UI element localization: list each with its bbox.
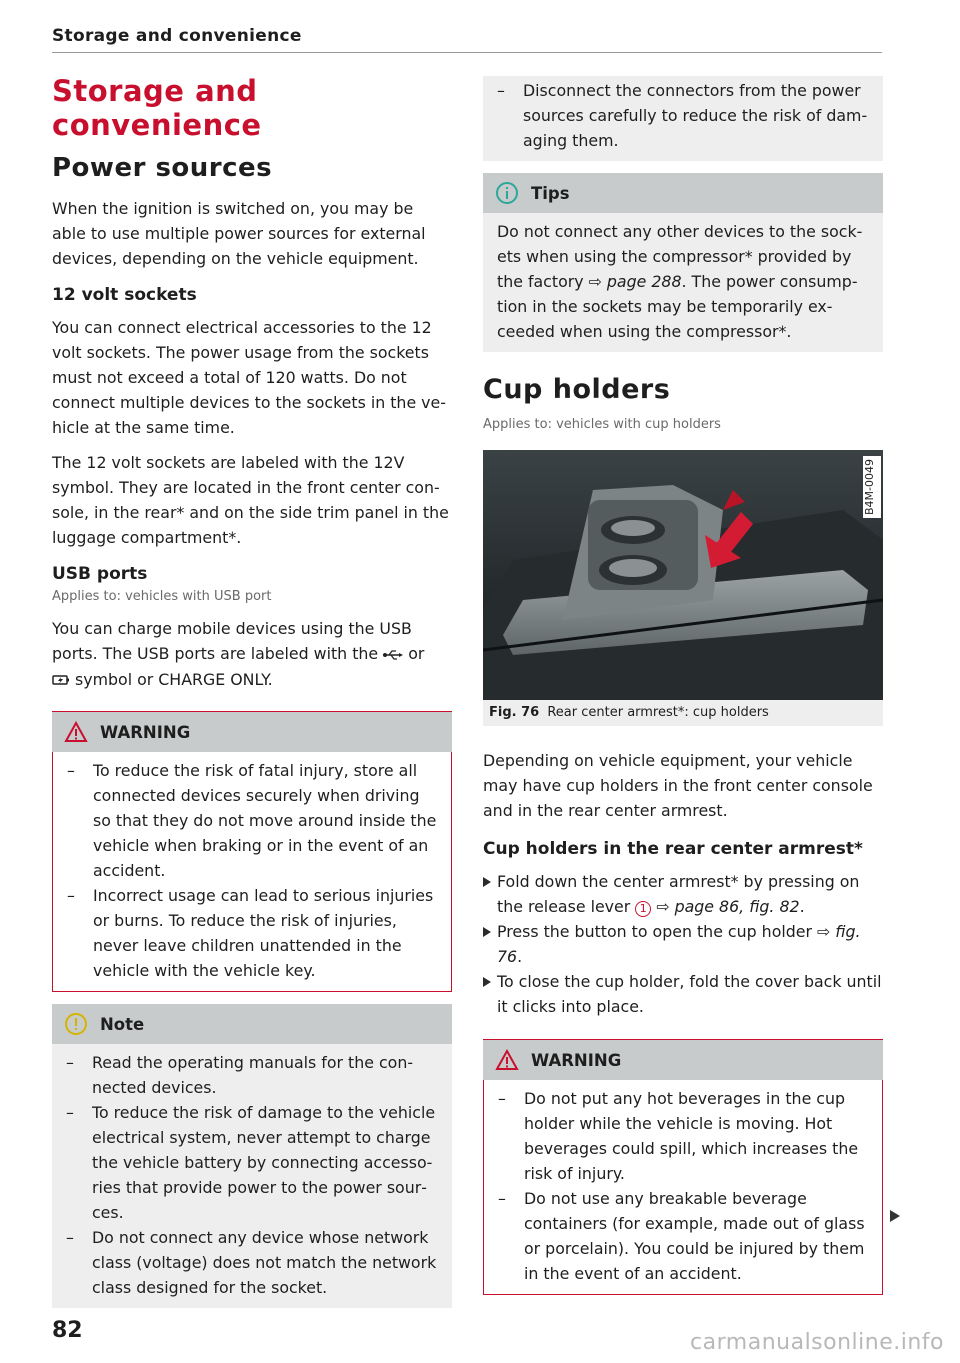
warning-item: – To reduce the risk of fatal injury, store all connected devices securely when driving so that they do not move around inside the vehicle when braking or in the event of an accident. <box>67 758 437 883</box>
warning-box-left <box>52 711 452 992</box>
note-item: – Do not connect any device whose network class (voltage) does not match the network class designed for the socket. <box>66 1225 438 1300</box>
warning-body-right <box>483 1080 883 1295</box>
usb-icon <box>383 642 403 667</box>
note-body <box>52 1044 452 1308</box>
tips-header <box>483 173 883 213</box>
usb-text-b: or <box>408 644 425 663</box>
figure-label: Fig. 76 <box>489 705 540 720</box>
usb-paragraph <box>52 616 452 693</box>
sockets-paragraph-1: You can connect electrical accessories to the 12 volt sockets. The power usage from the sockets must not exceed a total of 120 watts. Do not connect multiple devices to the sockets in the vehicle at the same time. <box>52 318 446 437</box>
tips-text-b: . The power consumption in the sockets may be temporarily exceeded when using the compressor*. <box>497 272 858 341</box>
figure-ref-link[interactable]: ⇨ fig. 76 <box>497 922 861 966</box>
step-2-text: Press the button to open the cup holder <box>497 922 812 941</box>
figure-caption-text: Rear center armrest*: cup holders <box>547 705 769 720</box>
warning-item: – Do not use any breakable beverage containers (for example, made out of glass or porcelain). You could be injured by them in the event of an accident. <box>498 1186 868 1286</box>
usb-heading: USB ports <box>52 564 148 584</box>
warning-title-left: WARNING <box>100 722 191 742</box>
left-column <box>52 70 452 1308</box>
tips-text <box>497 219 869 344</box>
step-item <box>483 919 883 969</box>
running-head: Storage and convenience <box>52 26 302 46</box>
step-item <box>483 869 883 919</box>
note-item: – Read the operating manuals for the connected devices. <box>66 1050 438 1100</box>
warning-triangle-icon <box>64 721 88 743</box>
header-rule <box>52 52 882 53</box>
warning-item: – Incorrect usage can lead to serious injuries or burns. To reduce the risk of injuries, never leave children unattended in the vehicle with the vehicle key. <box>67 883 437 983</box>
step-item: To close the cup holder, fold the cover back until it clicks into place. <box>483 969 883 1019</box>
page-ref-link[interactable]: ⇨ page 86, fig. 82 <box>656 897 800 916</box>
warning-body-left <box>52 752 452 992</box>
page-ref-link[interactable]: ⇨ page 288 <box>588 272 682 291</box>
usb-applies: Applies to: vehicles with USB port <box>52 589 272 604</box>
note-box <box>52 1004 452 1308</box>
charge-icon <box>52 668 70 693</box>
note-title: Note <box>100 1014 145 1034</box>
page-number: 82 <box>52 1318 83 1343</box>
step-1-text: Fold down the center armrest* by pressing on the release lever <box>497 872 860 916</box>
steps-list <box>483 869 883 1019</box>
tips-info-icon <box>495 181 519 205</box>
cup-applies: Applies to: vehicles with cup holders <box>483 417 721 432</box>
note-header <box>52 1004 452 1044</box>
cup-holder-illustration <box>483 450 883 700</box>
continue-arrow-icon <box>890 1210 900 1222</box>
figure-caption <box>483 700 883 726</box>
tips-box <box>483 173 883 352</box>
rear-armrest-heading: Cup holders in the rear center armrest* <box>483 839 863 859</box>
note-item: – To reduce the risk of damage to the vehicle electrical system, never attempt to charge the vehicle battery by connecting accessories that provide power to the power sources. <box>66 1100 438 1225</box>
warning-box-right <box>483 1039 883 1295</box>
note-continued-body <box>483 76 883 161</box>
sockets-heading: 12 volt sockets <box>52 285 197 305</box>
intro-paragraph: When the ignition is switched on, you may be able to use multiple power sources for external devices, depending on the vehicle equipment. <box>52 199 426 268</box>
note-exclamation-icon <box>64 1012 88 1036</box>
figure-code: B4M-0049 <box>863 456 881 518</box>
usb-text-a: You can charge mobile devices using the USB ports. The USB ports are labeled with the <box>52 619 412 663</box>
watermark: carmanualsonline.info <box>690 1330 944 1355</box>
usb-text-c: symbol or CHARGE ONLY. <box>75 670 273 689</box>
note-item: – Disconnect the connectors from the power sources carefully to reduce the risk of damaging them. <box>497 78 869 153</box>
cup-paragraph: Depending on vehicle equipment, your vehicle may have cup holders in the front center console and in the rear center armrest. <box>483 751 873 820</box>
section-title: Power sources <box>52 153 273 183</box>
tips-title: Tips <box>531 183 570 203</box>
warning-header-right <box>483 1040 883 1080</box>
right-column <box>483 76 883 1295</box>
tips-body <box>483 213 883 352</box>
step-1-end: . <box>799 897 805 916</box>
warning-header-left <box>52 712 452 752</box>
tips-text-a: Do not connect any other devices to the sockets when using the compressor* provided by the factory <box>497 222 863 291</box>
callout-number: 1 <box>635 901 651 917</box>
step-2-end: . <box>517 947 523 966</box>
cup-holder-figure <box>483 450 883 700</box>
warning-triangle-icon <box>495 1049 519 1071</box>
sockets-paragraph-2: The 12 volt sockets are labeled with the 12V symbol. They are located in the front center console, in the rear* and on the side trim panel in the luggage compartment*. <box>52 453 449 547</box>
warning-item: – Do not put any hot beverages in the cup holder while the vehicle is moving. Hot beverages could spill, which increases the risk of injury. <box>498 1086 868 1186</box>
chapter-title: Storage and convenience <box>52 74 262 142</box>
cup-holders-title: Cup holders <box>483 374 671 405</box>
warning-title-right: WARNING <box>531 1050 622 1070</box>
